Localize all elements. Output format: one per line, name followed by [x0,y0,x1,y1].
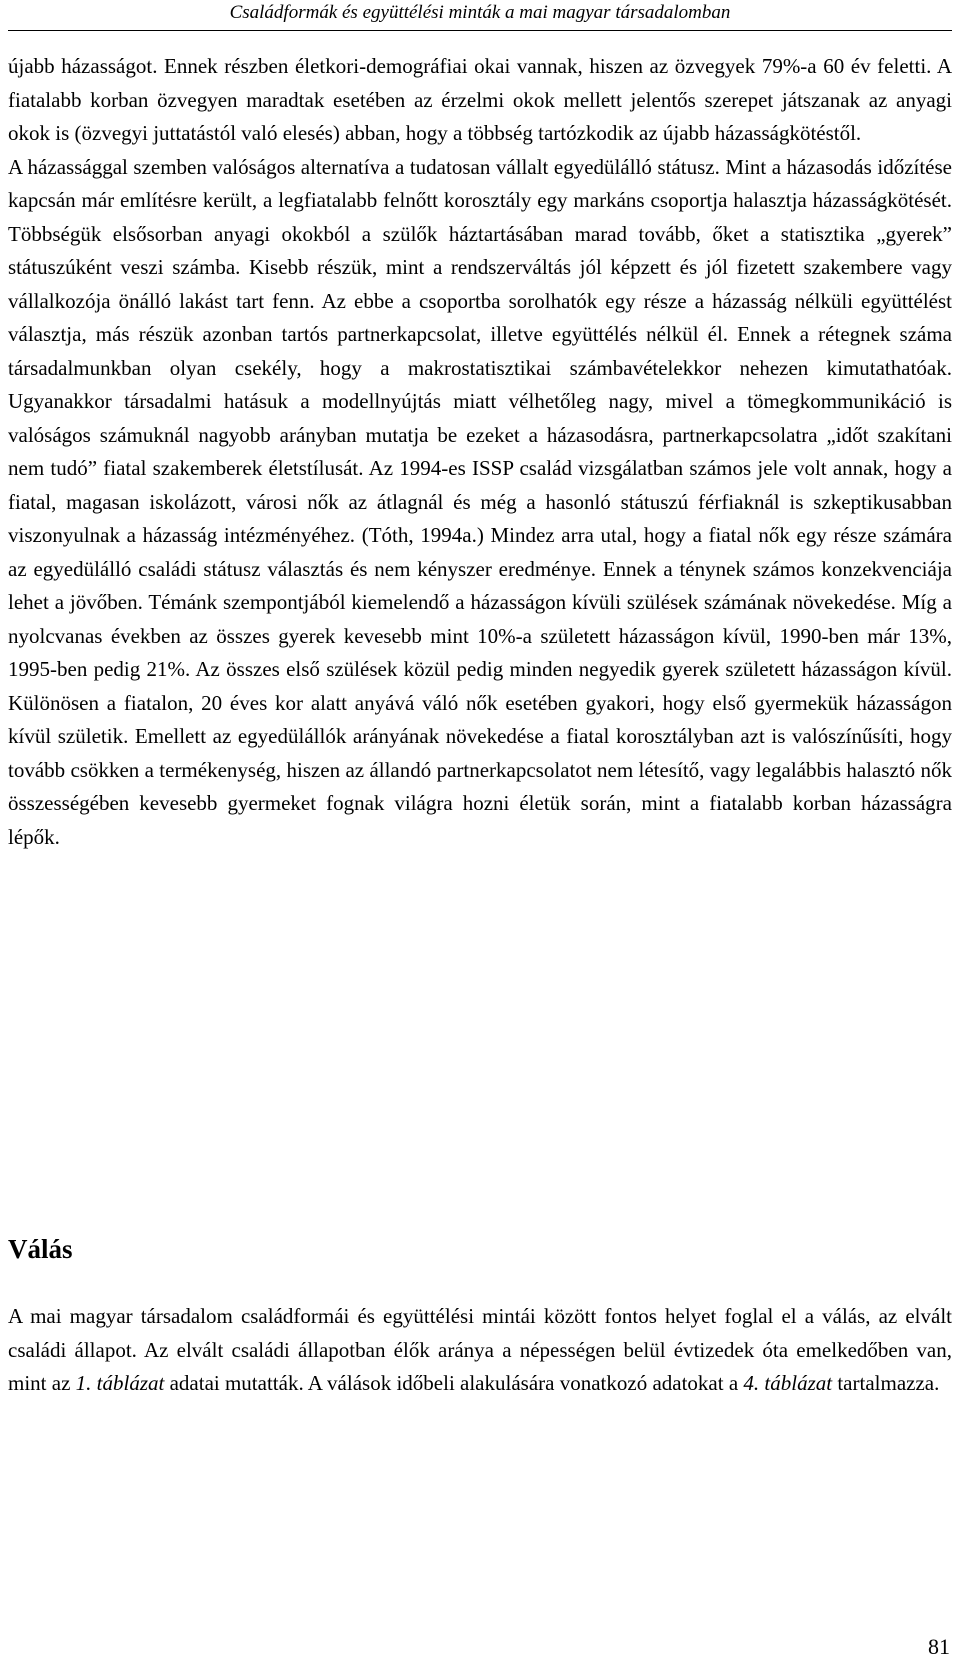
header-divider [8,30,952,31]
section-text-part: A mai magyar társadalom családformái és együttélési mintái között fontos helyet foglal el a válás, az elvált családi állapot. Az elvált családi állapotban élők aránya a népességen belül évtizedek óta emelkedőben van, mint az [8,1304,952,1395]
running-header-title: Családformák és együttélési minták a mai magyar társadalomban [229,2,731,23]
page-number: 81 [928,1634,950,1659]
paragraph-continued: újabb házasságot. Ennek részben életkori-demográfiai okai vannak, hiszen az özvegyek 79%-a 60 év feletti. A fiatalabb korban özvegyen maradtak esetében az érzelmi okok mellett jelentős szerepet játszanak az anyagi okok is (özvegyi juttatástól való elesés) abban, hogy a többség tartózkodik az újabb házasságkötéstől. [8,54,952,145]
section-text-part: adatai mutatták. A válások időbeli alakulására vonatkozó adatokat a [164,1371,744,1395]
table-reference: 4. táblázat [743,1371,833,1395]
paragraph-singles-status: A házassággal szemben valóságos alternatíva a tudatosan vállalt egyedülálló státusz. Mint a házasodás időzítése kapcsán már említésre került, a legfiatalabb felnőtt korosztály egy markáns csoportja halasztja házasságkötését. Többségük elsősorban anyagi okokból a szülők háztartásában marad tovább, őket a statisztika „gyerek” státuszúként veszi számba. Kisebb részük, mint a rendszerváltás jól képzett és jól fizetett szakembere vagy vállalkozója önálló lakást tart fenn. Az ebbe a csoportba sorolhatók egy része a házasság nélküli együttélést választja, más részük azonban tartós partnerkapcsolat, illetve együttélés nélkül él. Ennek a rétegnek száma társadalmunkban olyan csekély, hogy a makrostatisztikai számbavételekkor nehezen kimutathatóak. Ugyanakkor társadalmi hatásuk a modellnyújtás miatt vélhetőleg nagy, mivel a tömegkommunikáció is valóságos számuknál nagyobb arányban mutatja be ezeket a házasodásra, partnerkapcsolatra „időt szakítani nem tudó” fiatal szakemberek életstílusát. Az 1994-es ISSP család vizsgálatban számos jele volt annak, hogy a fiatal, magasan iskolázott, városi nők az átlagnál és még a hasonló státuszú férfiaknál is szkeptikusabban viszonyulnak a házasság intézményéhez. (Tóth, 1994a.) Mindez arra utal, hogy a fiatal nők egy része számára az egyedülálló családi státusz választás és nem kényszer eredménye. Ennek a ténynek számos konzekvenciája lehet a jövőben. Témánk szempontjából kiemelendő a házasságon kívüli szülések számának növekedése. Míg a nyolcvanas években az összes gyerek kevesebb mint 10%-a született házasságon kívül, 1990-ben már 13%, 1995-ben pedig 21%. Az összes első szülések közül pedig minden negyedik gyerek született házasságon kívül. Különösen a fiatalon, 20 éves kor alatt anyává váló nők esetében gyakori, hogy első gyermekük házasságon kívül születik. Emellett az egyedülállók arányának növekedése a fiatal korosztályban azt is valószínűsíti, hogy tovább csökken a termékenység, hiszen az állandó partnerkapcsolatot nem létesítő, vagy legalábbis halasztó nők összességében kevesebb gyermeket fognak világra hozni életük során, mint a fiatalabb korban házasságra lépők. [8,154,952,849]
section-text-part: tartalmazza. [832,1371,940,1395]
table-reference: 1. táblázat [75,1371,165,1395]
section-heading: Válás [8,1234,73,1264]
section-paragraph [8,1300,952,1401]
body-text-block [8,50,952,854]
